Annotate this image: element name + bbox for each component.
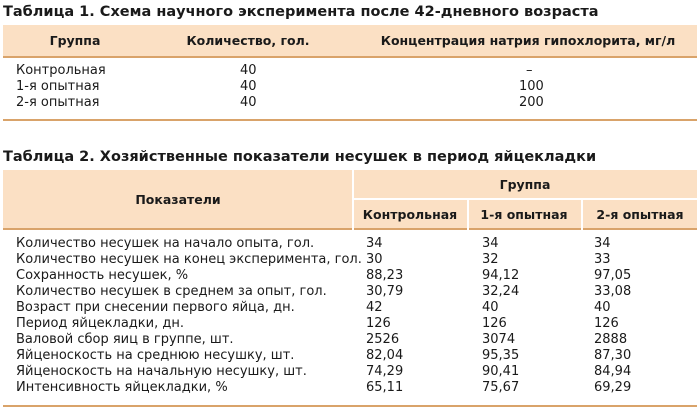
table2-row-9-control: 74,29	[366, 364, 404, 379]
table2-title: Таблица 2. Хозяйственные показатели несушек в период яйцекладки	[3, 149, 597, 165]
table2-group-separator-1	[467, 199, 469, 230]
table2-bottom-rule	[3, 405, 697, 407]
table1-row-1-conc: –	[526, 63, 533, 78]
table2-row-8-exp1: 95,35	[482, 348, 520, 363]
table2-row-1-label: Количество несушек на начало опыта, гол.	[16, 236, 315, 251]
table2-row-2-control: 30	[366, 252, 383, 267]
table2-header-exp2: 2-я опытная	[596, 207, 684, 222]
table2-header-bottom-rule	[3, 228, 697, 230]
table1-row-1-count: 40	[240, 63, 257, 78]
table2-group-underline	[354, 198, 697, 200]
table2-row-1-control: 34	[366, 236, 383, 251]
table2-header-exp1: 1-я опытная	[480, 207, 568, 222]
table2-row-1-exp1: 34	[482, 236, 499, 251]
table2-row-3-exp1: 94,12	[482, 268, 520, 283]
table2-group-separator-2	[581, 199, 583, 230]
table2-header-separator	[352, 170, 354, 230]
table2-row-5-exp1: 40	[482, 300, 499, 315]
table2-row-8-exp2: 87,30	[594, 348, 632, 363]
table2-row-5-label: Возраст при снесении первого яйца, дн.	[16, 300, 295, 315]
table2-row-4-label: Количество несушек в среднем за опыт, гол.	[16, 284, 327, 299]
table2-row-6-exp1: 126	[482, 316, 507, 331]
table2-header-control: Контрольная	[362, 207, 458, 222]
table2-row-7-control: 2526	[366, 332, 400, 347]
table2-row-1-exp2: 34	[594, 236, 611, 251]
table2-row-9-exp2: 84,94	[594, 364, 632, 379]
table2-row-3-label: Сохранность несушек, %	[16, 268, 189, 283]
table2-header-group: Группа	[499, 177, 551, 192]
table1-row-2-group: 1-я опытная	[16, 79, 100, 94]
table2-row-6-label: Период яйцекладки, дн.	[16, 316, 184, 331]
table1-title: Таблица 1. Схема научного эксперимента после 42-дневного возраста	[3, 4, 599, 20]
table2-row-9-label: Яйценоскость на начальную несушку, шт.	[16, 364, 307, 379]
table1-row-3-group: 2-я опытная	[16, 95, 100, 110]
table1-row-1-group: Контрольная	[16, 63, 106, 78]
table2-row-4-control: 30,79	[366, 284, 404, 299]
table2-header	[3, 170, 697, 230]
table2-row-2-exp1: 32	[482, 252, 499, 267]
table2-row-10-exp2: 69,29	[594, 380, 632, 395]
table2-row-8-label: Яйценоскость на среднюю несушку, шт.	[16, 348, 295, 363]
table2-row-10-label: Интенсивность яйцекладки, %	[16, 380, 228, 395]
table1-bottom-rule	[3, 119, 697, 121]
table2-row-10-control: 65,11	[366, 380, 404, 395]
table2-row-5-control: 42	[366, 300, 383, 315]
table2-row-2-exp2: 33	[594, 252, 611, 267]
table2-row-2-label: Количество несушек на конец эксперимента, гол.	[16, 252, 362, 267]
table1-row-3-conc: 200	[519, 95, 544, 110]
table2-row-8-control: 82,04	[366, 348, 404, 363]
table1-row-3-count: 40	[240, 95, 257, 110]
table2-row-3-exp2: 97,05	[594, 268, 632, 283]
table2-row-3-control: 88,23	[366, 268, 404, 283]
table1-row-2-count: 40	[240, 79, 257, 94]
table1-header-count: Количество, гол.	[186, 33, 310, 48]
table2-row-6-exp2: 126	[594, 316, 619, 331]
table2-row-4-exp2: 33,08	[594, 284, 632, 299]
table2-row-9-exp1: 90,41	[482, 364, 520, 379]
table2-row-7-exp2: 2888	[594, 332, 628, 347]
table1-header-group: Группа	[49, 33, 101, 48]
table2-row-4-exp1: 32,24	[482, 284, 520, 299]
table2-row-7-label: Валовой сбор яиц в группе, шт.	[16, 332, 234, 347]
table2-row-5-exp2: 40	[594, 300, 611, 315]
table2-header-indicator: Показатели	[135, 192, 221, 207]
table2-row-7-exp1: 3074	[482, 332, 516, 347]
table1-header-bottom-rule	[3, 56, 697, 58]
table1-row-2-conc: 100	[519, 79, 544, 94]
table1-header-concentration: Концентрация натрия гипохлорита, мг/л	[380, 33, 676, 48]
table2-row-10-exp1: 75,67	[482, 380, 520, 395]
table2-row-6-control: 126	[366, 316, 391, 331]
